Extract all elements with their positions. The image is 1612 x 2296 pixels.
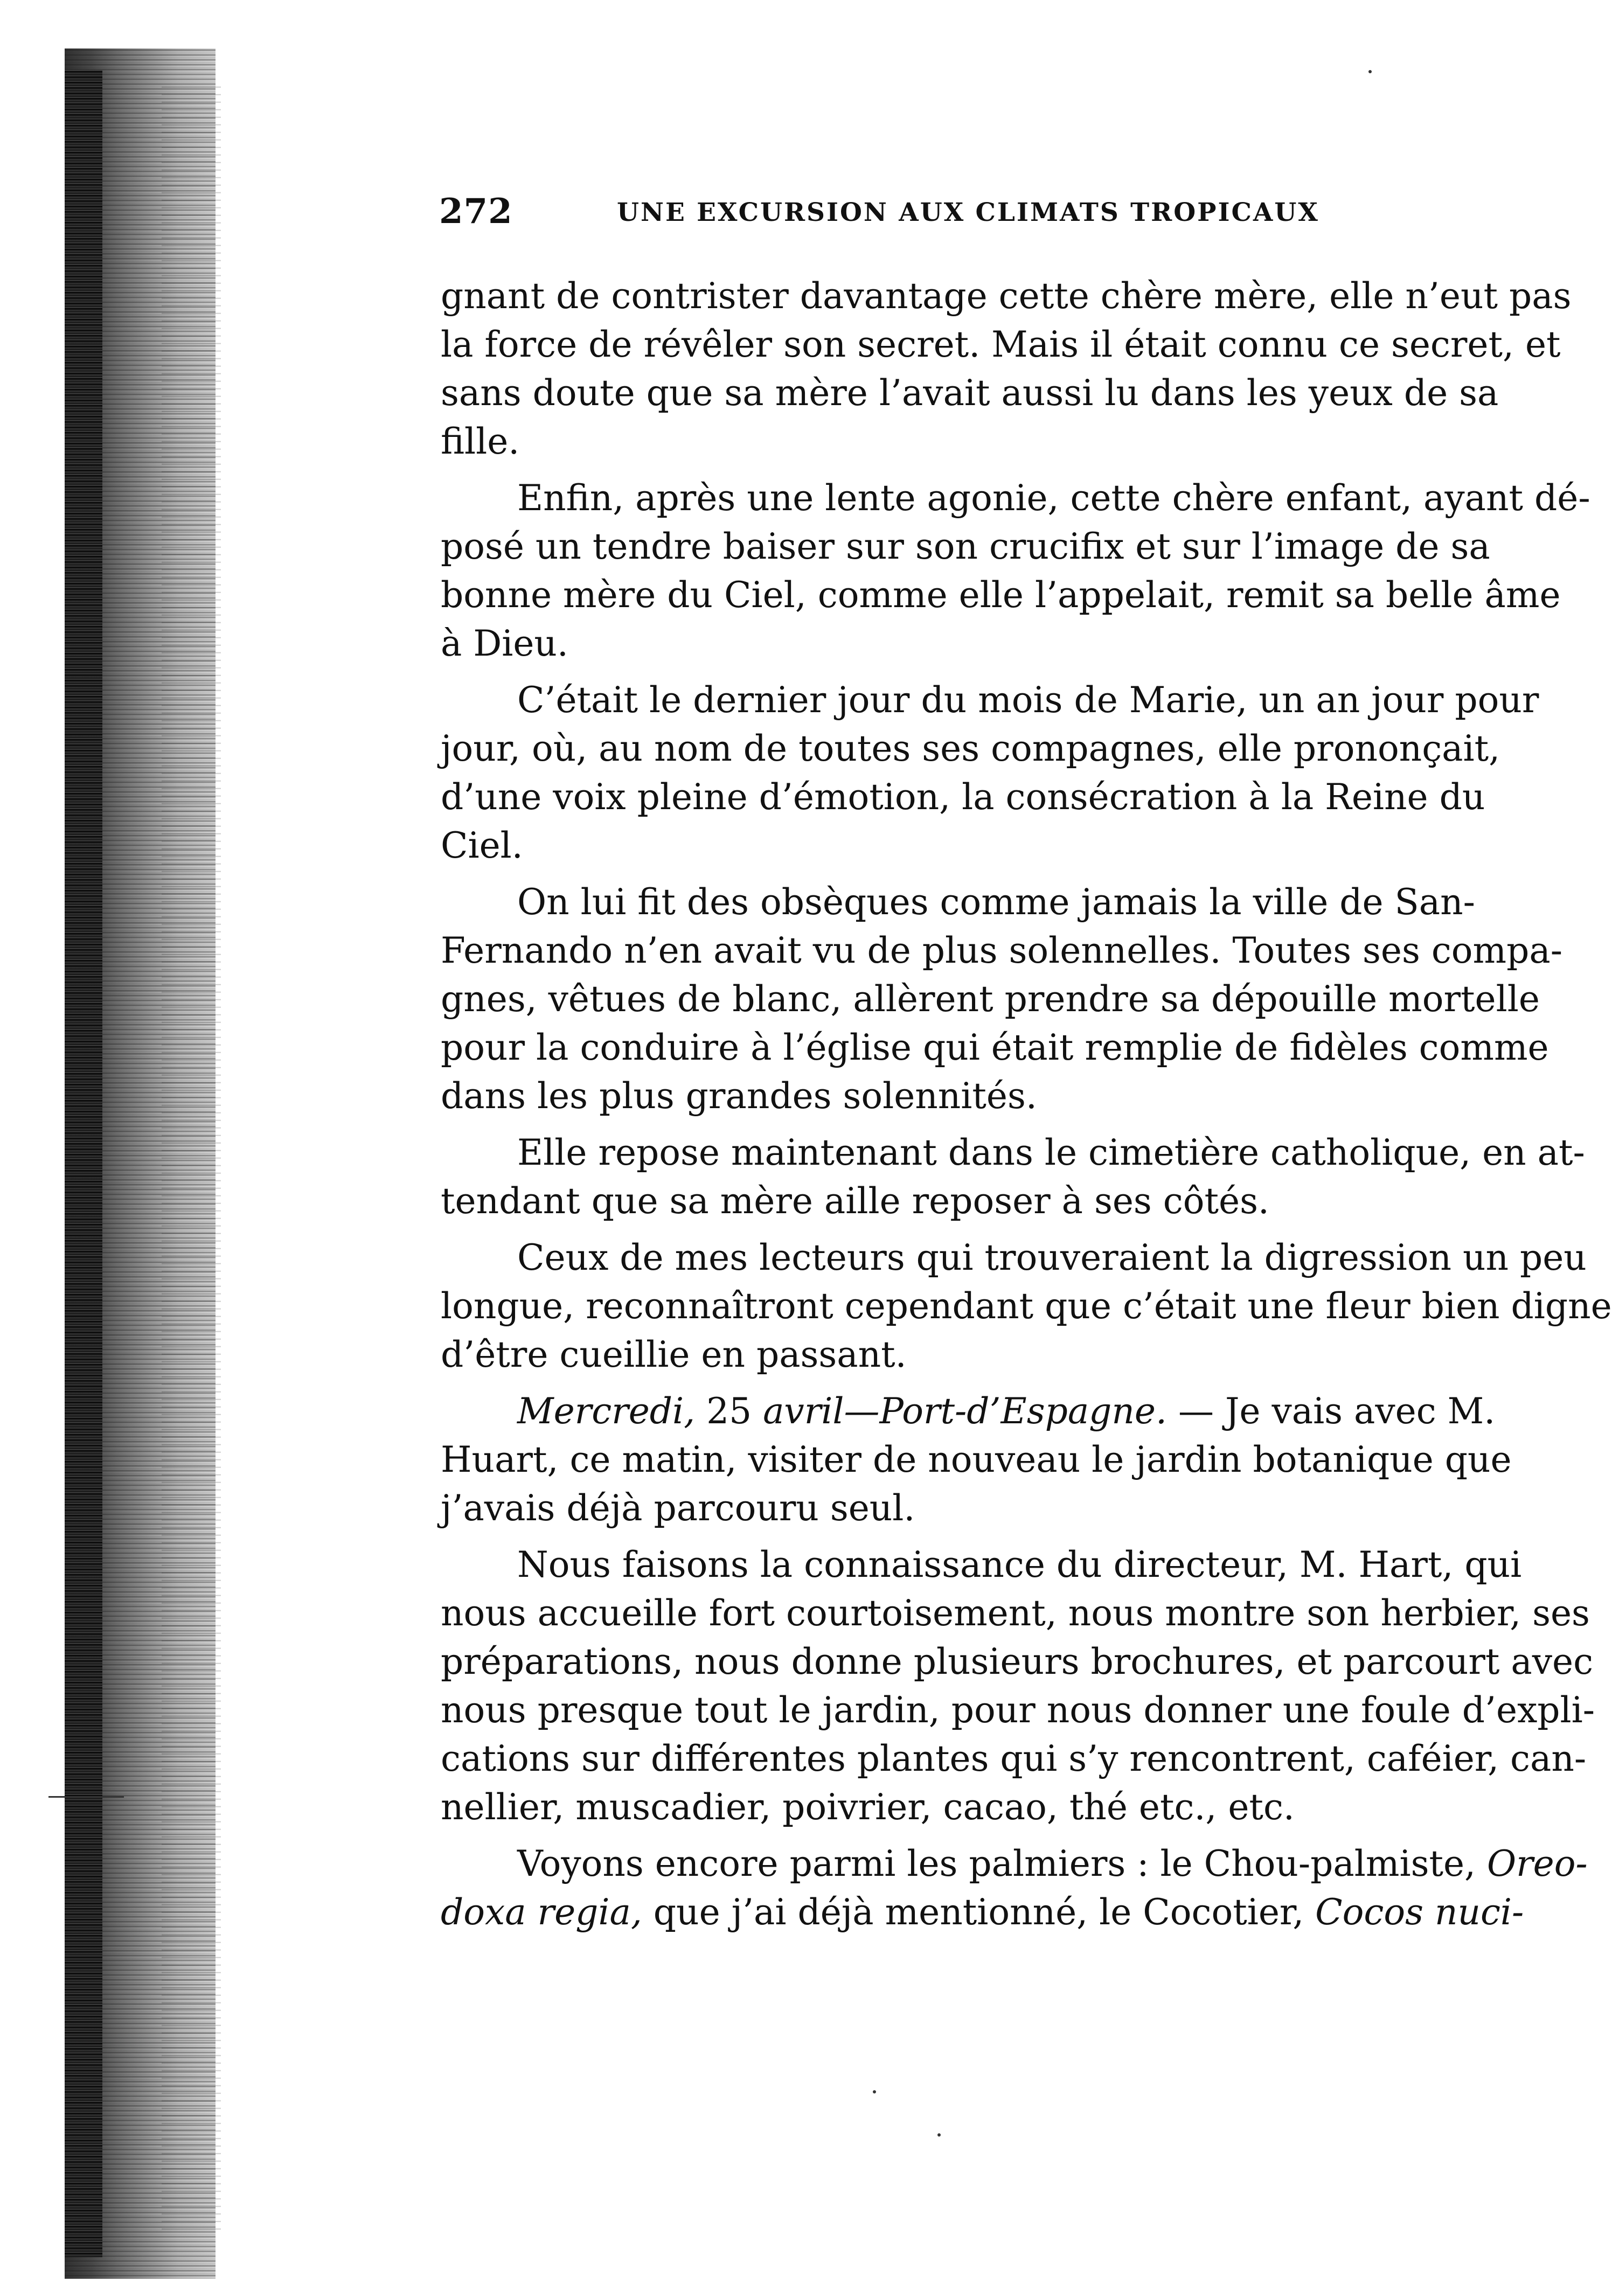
text-line: longue, reconnaîtront cependant que c’était une fleur bien digne <box>441 1285 1612 1327</box>
text-line: nous accueille fort courtoisement, nous montre son herbier, ses <box>441 1592 1590 1634</box>
text-line: Ciel. <box>441 825 523 866</box>
text-line: tendant que sa mère aille reposer à ses côtés. <box>441 1180 1269 1222</box>
text-line: nous presque tout le jardin, pour nous donner une foule d’expli- <box>441 1689 1595 1731</box>
text-line <box>517 1840 1588 1888</box>
date-plain: 25 <box>695 1390 763 1432</box>
scan-speck <box>1368 70 1372 73</box>
scan-speck <box>937 2133 941 2137</box>
text-line: gnant de contrister davantage cette chère mère, elle n’eut pas <box>441 275 1572 317</box>
text-line: la force de révêler son secret. Mais il était connu ce secret, et <box>441 324 1561 365</box>
species-italic: Cocos nuci- <box>1315 1891 1524 1933</box>
running-head <box>439 191 1319 240</box>
text-line: dans les plus grandes solennités. <box>441 1075 1037 1117</box>
text-line: Ceux de mes lecteurs qui trouveraient la digression un peu <box>517 1237 1587 1278</box>
text-line: Nous faisons la connaissance du directeur, M. Hart, qui <box>517 1544 1522 1585</box>
text-line: d’être cueillie en passant. <box>441 1334 907 1375</box>
text-line: posé un tendre baiser sur son crucifix et sur l’image de sa <box>441 526 1490 567</box>
text-line: jour, où, au nom de toutes ses compagnes, elle prononçait, <box>441 728 1500 769</box>
scan-speck <box>873 2090 876 2093</box>
text-line: bonne mère du Ciel, comme elle l’appelait, remit sa belle âme <box>441 574 1561 616</box>
text-line: cations sur différentes plantes qui s’y rencontrent, caféier, can- <box>441 1738 1587 1779</box>
text-line: préparations, nous donne plusieurs brochures, et parcourt avec <box>441 1641 1594 1682</box>
text-line: Enfin, après une lente agonie, cette chère enfant, ayant dé- <box>517 477 1590 519</box>
text-line: C’était le dernier jour du mois de Marie, un an jour pour <box>517 679 1539 721</box>
text-line <box>517 1387 1496 1436</box>
species-italic: doxa regia, <box>441 1891 642 1933</box>
text-line: j’avais déjà parcouru seul. <box>441 1487 915 1529</box>
line-plain: Voyons encore parmi les palmiers : le Chou-palmiste, <box>517 1843 1487 1884</box>
text-line: fille. <box>441 421 520 462</box>
text-line: Fernando n’en avait vu de plus solennelles. Toutes ses compa- <box>441 930 1562 971</box>
text-line: On lui fit des obsèques comme jamais la ville de San- <box>517 881 1475 923</box>
scan-speckle <box>162 81 221 2236</box>
text-line <box>441 1888 1524 1937</box>
running-title: UNE EXCURSION AUX CLIMATS TROPICAUX <box>617 198 1319 227</box>
binding-edge <box>65 70 102 2257</box>
scan-artifact-line <box>48 1796 124 1798</box>
text-line: pour la conduire à l’église qui était remplie de fidèles comme <box>441 1027 1549 1068</box>
text-line: à Dieu. <box>441 623 568 664</box>
date-italic: Mercredi, <box>517 1390 696 1432</box>
species-italic: Oreo- <box>1486 1843 1588 1884</box>
text-line: sans doute que sa mère l’avait aussi lu dans les yeux de sa <box>441 372 1499 414</box>
text-line: gnes, vêtues de blanc, allèrent prendre sa dépouille mortelle <box>441 978 1540 1020</box>
line-rest: — Je vais avec M. <box>1166 1390 1496 1432</box>
line-plain: que j’ai déjà mentionné, le Cocotier, <box>642 1891 1316 1933</box>
place-italic: avril—Port-d’Espagne. <box>763 1390 1167 1432</box>
text-line: nellier, muscadier, poivrier, cacao, thé etc., etc. <box>441 1786 1295 1828</box>
page-number: 272 <box>439 191 513 232</box>
text-line: d’une voix pleine d’émotion, la consécration à la Reine du <box>441 776 1485 818</box>
text-line: Elle repose maintenant dans le cimetière catholique, en at- <box>517 1132 1585 1173</box>
text-line: Huart, ce matin, visiter de nouveau le jardin botanique que <box>441 1439 1512 1480</box>
